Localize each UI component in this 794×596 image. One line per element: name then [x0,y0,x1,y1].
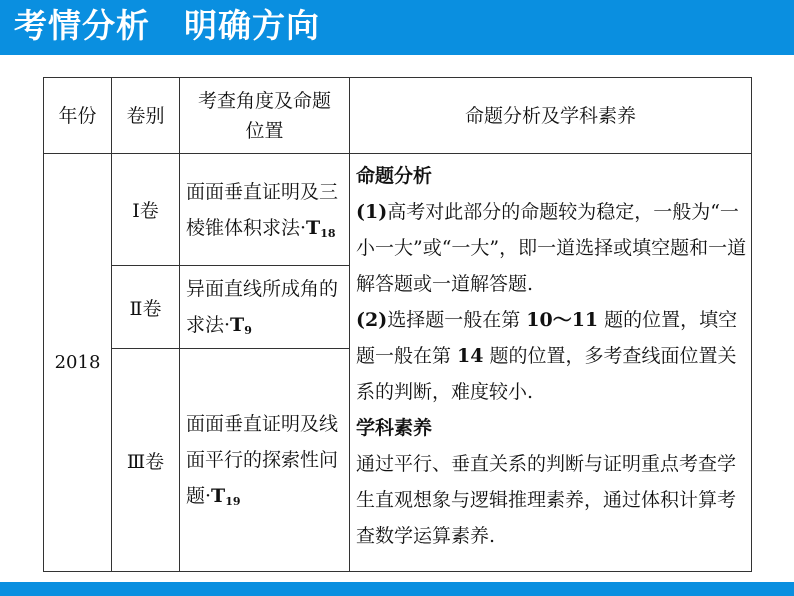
paragraph-2-text-c: 题的位置，填空题一般在第 [356,309,738,367]
angle-cell [180,349,350,572]
question-number: T [230,314,245,336]
header-year: 年份 [44,78,112,154]
paragraph-2-text-a: 选择题一般在第 [387,309,527,331]
volume-cell: Ⅱ卷 [112,266,180,349]
header-volume: 卷别 [112,78,180,154]
analysis-paragraph-1 [356,194,747,302]
angle-text: 面面垂直证明及线面平行的探索性问题· [186,413,339,507]
analysis-paragraph-2 [356,302,747,410]
paragraph-2-range: 10～11 [526,309,599,331]
header-analysis: 命题分析及学科素养 [350,78,752,154]
table-header-row [44,78,752,154]
angle-text: 面面垂直证明及三棱锥体积求法· [186,180,339,239]
paragraph-2-number: (2) [356,309,388,331]
header-angle [180,78,350,154]
angle-cell [180,154,350,266]
paragraph-1-number: (1) [356,201,388,223]
header-angle-text: 考查角度及命题位置 [198,89,332,142]
table-row [44,154,752,266]
question-number: T [306,216,321,239]
angle-cell [180,266,350,349]
angle-text: 异面直线所成角的求法· [186,278,339,336]
analysis-heading: 命题分析 [356,165,433,187]
question-number-sub: 9 [244,324,252,337]
volume-cell: Ⅲ卷 [112,349,180,572]
year-cell: 2018 [44,154,112,572]
question-number: T [211,485,226,507]
question-number-sub: 18 [320,226,336,240]
paragraph-2-text-e: 题的位置，多考查线面位置关系的判断，难度较小. [356,345,737,403]
literacy-paragraph: 通过平行、垂直关系的判断与证明重点考查学生直观想象与逻辑推理素养，通过体积计算考查数学运算素养. [356,453,737,547]
header-bar [0,0,794,55]
literacy-heading: 学科素养 [356,417,433,439]
paragraph-1-text: 高考对此部分的命题较为稳定，一般为“一小一大”或“一大”，即一道选择或填空题和一道解答题或一道解答题. [356,201,747,295]
page-title: 考情分析 明确方向 [14,6,320,45]
analysis-cell [350,154,752,572]
question-number-sub: 19 [225,495,241,508]
paragraph-2-number-14: 14 [457,345,484,367]
exam-analysis-table [43,77,752,572]
footer-bar [0,582,794,596]
volume-cell: Ⅰ卷 [112,154,180,266]
